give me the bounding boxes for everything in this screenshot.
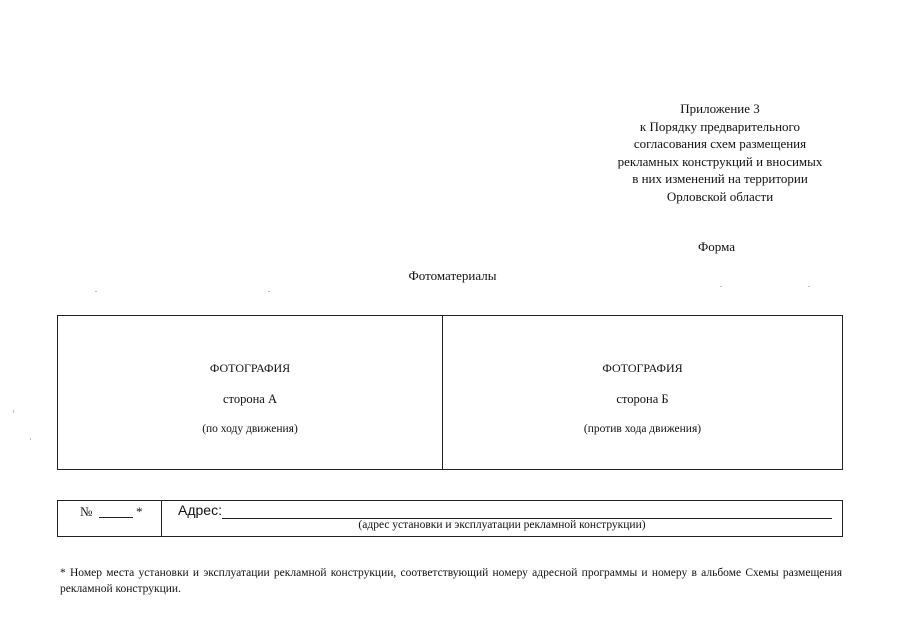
footnote: * Номер места установки и эксплуатации рекламной конструкции, соответствующий номеру адресной программы и номеру в альбоме Схемы размещения рекламной конструкции. [60,567,842,595]
address-hint: (адрес установки и эксплуатации рекламной конструкции) [358,519,646,531]
scan-speck [13,410,14,413]
scan-speck [808,286,810,287]
address-table [57,500,843,537]
address-label: Адрес: [178,502,222,518]
appendix-line: Приложение 3 [680,101,760,116]
scan-speck [720,286,722,287]
number-blank-line [99,517,133,518]
photo-side: сторона Б [616,392,669,406]
appendix-line: в них изменений на территории [632,171,808,186]
photo-direction: (по ходу движения) [202,423,298,435]
photo-heading: ФОТОГРАФИЯ [602,361,683,375]
photo-direction: (против хода движения) [583,423,702,435]
photo-cell-side-b [443,316,842,469]
address-cell [162,501,842,536]
number-cell [58,501,162,536]
photo-cell-side-a [58,316,443,469]
photo-heading: ФОТОГРАФИЯ [209,361,291,375]
appendix-line: рекламных конструкций и вносимых [617,153,823,169]
document-title: Фотоматериалы [408,268,497,283]
appendix-header [590,100,850,205]
appendix-line: Орловской области [666,188,774,204]
appendix-line: к Порядку предварительного [639,118,801,134]
form-label: Форма [698,239,735,254]
appendix-line: согласования схем размещения [633,136,807,151]
photo-table [57,315,843,470]
number-sign: № [80,504,93,519]
scan-speck [30,438,31,440]
photo-side: сторона А [223,392,277,406]
scan-speck [268,291,270,292]
scan-speck [95,291,97,292]
footnote-asterisk: * [136,504,143,519]
